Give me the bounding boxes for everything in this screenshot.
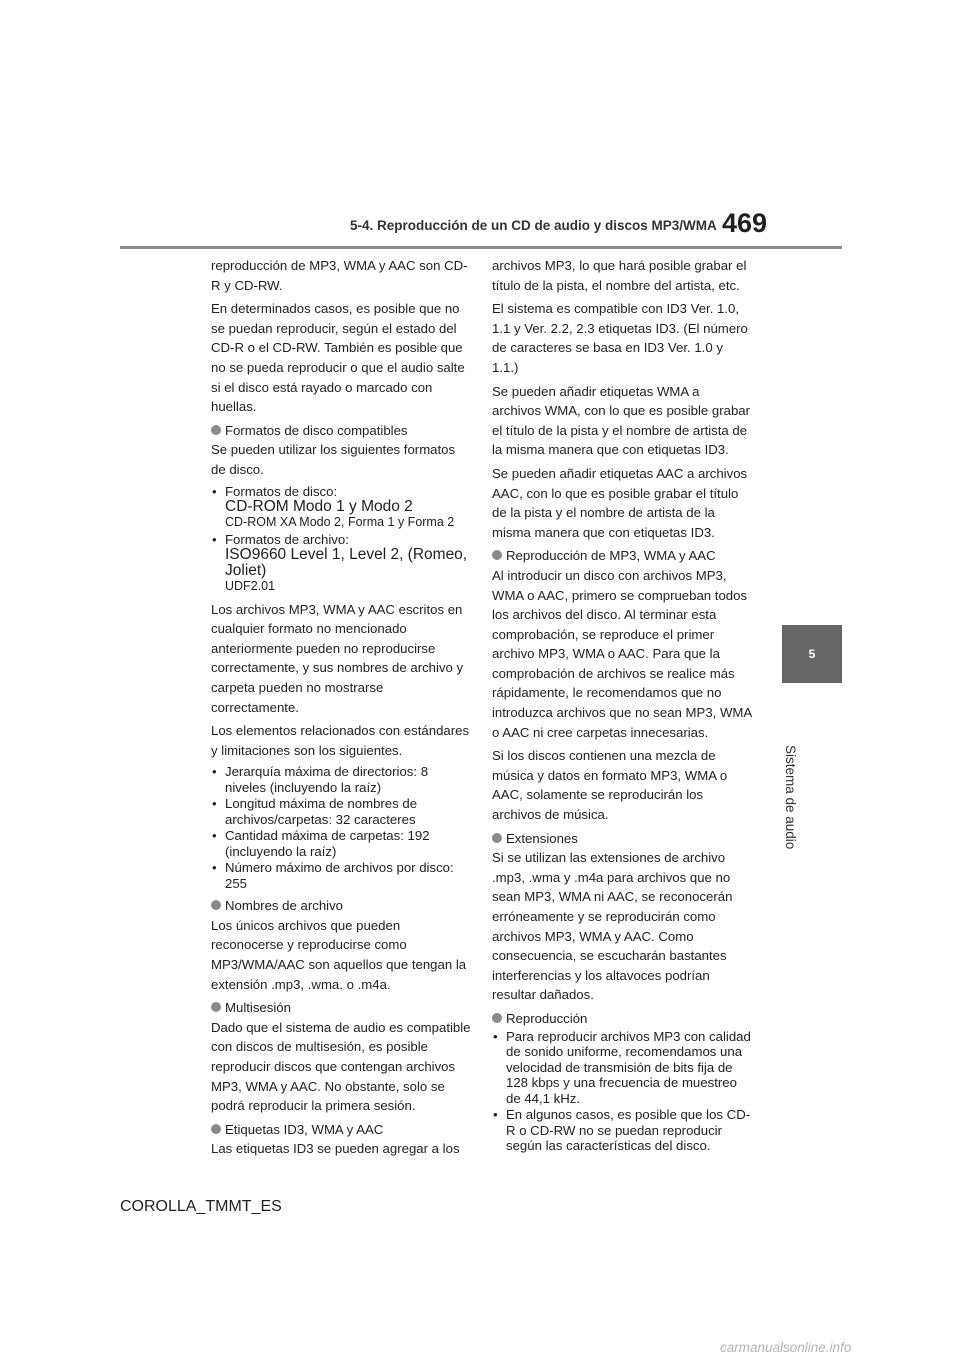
paragraph: Los únicos archivos que pueden reconocerse y reproducirse como MP3/WMA/AAC son aquellos que tengan la extensión .mp3, .wma. o .m4a. — [211, 917, 467, 992]
subheading-text: Nombres de archivo — [225, 898, 344, 914]
bullet-circle-icon — [211, 900, 221, 910]
paragraph: Se pueden añadir etiquetas WMA a archivos WMA, con lo que es posible grabar el título de la pista y el nombre de artista de la misma manera que con etiquetas ID3. — [492, 383, 751, 458]
list-item — [211, 484, 471, 531]
subheading-text: Formatos de disco compatibles — [225, 422, 408, 438]
list-item-main: CD-ROM Modo 1 y Modo 2 — [225, 498, 413, 516]
paragraph: Los elementos relacionados con estándares y limitaciones son los siguientes. — [211, 723, 470, 758]
page-number: 469 — [722, 208, 768, 238]
header-divider — [120, 246, 842, 249]
paragraph: archivos MP3, lo que hará posible grabar el título de la pista, el nombre del artista, etc. — [492, 258, 747, 293]
paragraph: Al introducir un disco con archivos MP3, WMA o AAC, primero se comprueban todos los archivos del disco. Al terminar esta comprobación, se reproduce el primer archivo MP3, WMA o AAC. Para que la comprobación de archivos se realice más rápidamente, le recomendamos que no introduzca archivos que no sean MP3, WMA o AAC ni cree carpetas innecesarias. — [492, 567, 752, 740]
paragraph: Los archivos MP3, WMA y AAC escritos en cualquier formato no mencionado anteriormente pueden no reproducirse correctamente, y sus nombres de archivo y carpeta pueden no mostrarse correctamente. — [211, 601, 464, 715]
list-item: • Jerarquía máxima de directorios: 8 niveles (incluyendo la raíz) — [211, 764, 471, 795]
limits-list — [211, 764, 471, 891]
paragraph: El sistema es compatible con ID3 Ver. 1.0, 1.1 y Ver. 2.2, 2.3 etiquetas ID3. (El número de caracteres se basa en ID3 Ver. 1.0 y 1.1.) — [492, 301, 748, 375]
chapter-label-text: Sistema de audio — [783, 745, 798, 850]
list-item-detail: CD-ROM XA Modo 2, Forma 1 y Forma 2 — [225, 515, 455, 530]
paragraph: Se pueden añadir etiquetas AAC a archivos AAC, con lo que es posible grabar el título de la pista y el nombre de artista de la misma manera que con etiquetas ID3. — [492, 465, 748, 540]
list-item-lead: Formatos de disco: — [225, 483, 338, 499]
section-title: 5-4. Reproducción de un CD de audio y discos MP3/WMA — [350, 218, 717, 233]
list-item-detail: UDF2.01 — [225, 579, 276, 594]
formats-list — [211, 484, 471, 595]
bullet-circle-icon — [211, 1124, 221, 1134]
chapter-side-label — [783, 745, 802, 850]
list-item-main: ISO9660 Level 1, Level 2, (Romeo, Joliet) — [225, 546, 468, 580]
subheading-multisesion — [211, 998, 471, 1018]
footer-model-code: COROLLA_TMMT_ES — [120, 1198, 282, 1215]
bullet-circle-icon — [492, 1013, 502, 1023]
list-item: • Para reproducir archivos MP3 con calidad de sonido uniforme, recomendamos una velocidad de transmisión de bits fija de 128 kbps y una frecuencia de muestreo de 44,1 kHz. — [492, 1029, 752, 1107]
subheading-text: Reproducción — [506, 1010, 588, 1026]
list-item: • En algunos casos, es posible que los CD-R o CD-RW no se puedan reproducir según las características del disco. — [492, 1107, 752, 1154]
bullet-circle-icon — [211, 425, 221, 435]
list-item — [211, 532, 471, 595]
paragraph: Dado que el sistema de audio es compatible con discos de multisesión, es posible reproducir discos que contengan archivos MP3, WMA y AAC. No obstante, solo se podrá reproducir la primera sesión. — [211, 1019, 471, 1114]
paragraph: Las etiquetas ID3 se pueden agregar a los — [211, 1141, 460, 1157]
paragraph: Si se utilizan las extensiones de archivo .mp3, .wma y .m4a para archivos que no sean MP3, WMA ni AAC, se reconocerán erróneamente y se reproducirán como archivos MP3, WMA y AAC. Como consecuencia, se escucharán bastantes interferencias y los altavoces podrían resultar dañados. — [492, 850, 733, 1003]
subheading-text: Etiquetas ID3, WMA y AAC — [225, 1121, 384, 1137]
subheading-reproduccion-mp3 — [492, 546, 752, 566]
list-item-lead: Formatos de archivo: — [225, 531, 349, 547]
list-item: • Número máximo de archivos por disco: 255 — [211, 860, 471, 891]
left-column — [211, 256, 471, 1163]
right-column — [492, 256, 752, 1159]
subheading-reproduccion — [492, 1009, 752, 1029]
subheading-text: Multisesión — [225, 1000, 291, 1016]
chapter-tab[interactable] — [782, 625, 842, 683]
subheading-formatos — [211, 421, 471, 441]
paragraph: Se pueden utilizar los siguientes formatos de disco. — [211, 442, 456, 477]
paragraph: En determinados casos, es posible que no se puedan reproducir, según el estado del CD-R o el CD-RW. También es posible que no se pueda reproducir o que el audio salte si el disco está rayado o marcado con huellas. — [211, 301, 465, 415]
subheading-text: Reproducción de MP3, WMA y AAC — [506, 548, 716, 564]
paragraph: Si los discos contienen una mezcla de música y datos en formato MP3, WMA o AAC, solamente se reproducirán los archivos de música. — [492, 748, 728, 823]
list-item: • Longitud máxima de nombres de archivos/carpetas: 32 caracteres — [211, 796, 471, 827]
watermark[interactable]: carmanualsonline.info — [720, 1340, 852, 1355]
playback-list — [492, 1029, 752, 1154]
subheading-text: Extensiones — [506, 830, 578, 846]
subheading-nombres — [211, 896, 471, 916]
bullet-circle-icon — [211, 1002, 221, 1012]
list-item: • Cantidad máxima de carpetas: 192 (incluyendo la raíz) — [211, 828, 471, 859]
paragraph: reproducción de MP3, WMA y AAC son CD-R y CD-RW. — [211, 258, 468, 293]
chapter-number: 5 — [808, 647, 816, 661]
subheading-etiquetas — [211, 1120, 471, 1140]
bullet-circle-icon — [492, 550, 502, 560]
bullet-circle-icon — [492, 833, 502, 843]
subheading-extensiones — [492, 829, 752, 849]
